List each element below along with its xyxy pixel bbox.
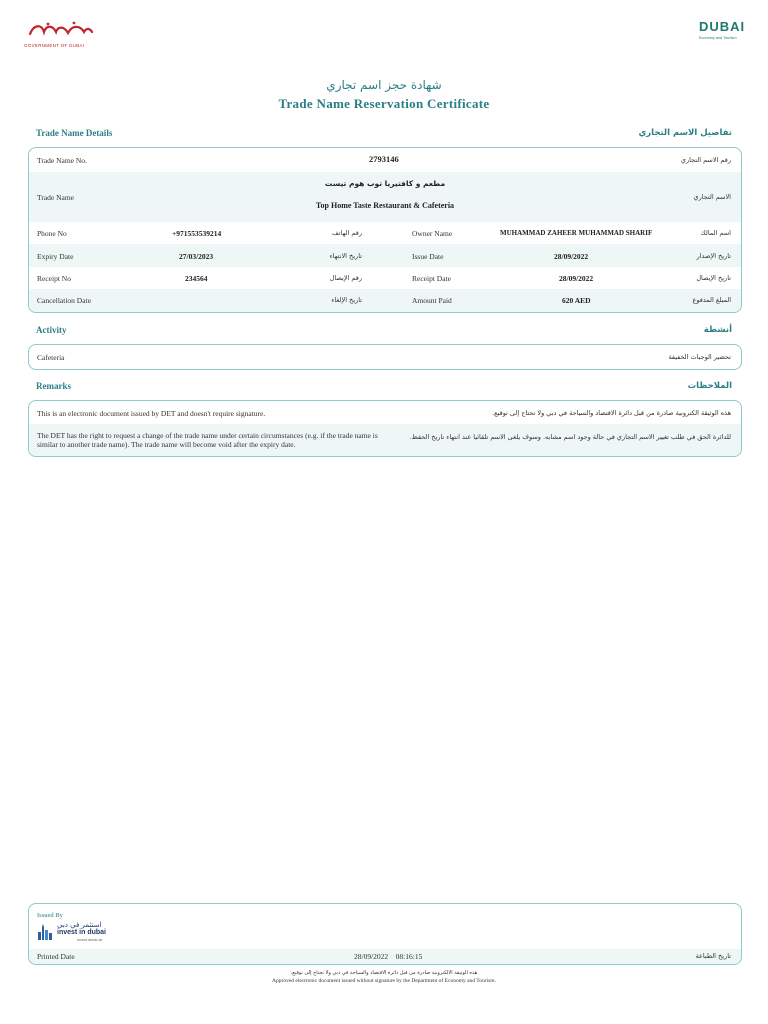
receipt-date-label: Receipt Date: [412, 274, 451, 283]
dubai-logo-word: DUBAI: [699, 19, 746, 34]
phone-label-ar: رقم الهاتف: [332, 229, 362, 237]
phone-value: +971553539214: [172, 229, 222, 238]
trade-details-box: [28, 147, 742, 313]
issue-value: 28/09/2022: [554, 252, 589, 261]
amount-label-ar: المبلغ المدفوع: [692, 296, 731, 304]
activity-item-ar: تحضير الوجبات الخفيفة: [668, 353, 731, 361]
remark-1-ar: هذه الوثيقة الكترونية صادرة من قبل دائرة الاقتصاد والسياحة في دبي ولا تحتاج إلى توقيع.: [492, 409, 731, 417]
government-of-dubai-logo: [24, 20, 96, 48]
government-logo-text: GOVERNMENT OF DUBAI: [24, 43, 85, 48]
dubai-economy-tourism-logo: [699, 20, 747, 48]
expiry-label: Expiry Date: [37, 252, 74, 261]
remark-1-en: This is an electronic document issued by DET and doesn't require signature.: [37, 409, 266, 418]
phone-label: Phone No: [37, 229, 67, 238]
owner-label: Owner Name: [412, 229, 453, 238]
trade-name-no-label: Trade Name No.: [37, 156, 87, 165]
row-receipt: [29, 267, 741, 289]
cancellation-label-ar: تاريخ الإلغاء: [331, 296, 362, 304]
footer-note-arabic: هذه الوثيقة الالكترونية صادرة من قبل دائرة الاقتصاد والسياحة في دبي ولا تحتاج إلى توقيع.: [290, 970, 478, 976]
remark-row-1: [29, 401, 741, 424]
trade-name-no-value: 2793146: [369, 154, 399, 164]
row-cancellation-amount: [29, 289, 741, 312]
section-remarks: Remarks: [36, 381, 71, 391]
expiry-label-ar: تاريخ الانتهاء: [329, 252, 362, 260]
amount-label: Amount Paid: [412, 296, 452, 305]
trade-name-no-label-ar: رقم الاسم التجاري: [680, 156, 731, 164]
printed-date-value: 28/09/2022 08:16:15: [354, 952, 423, 961]
section-activity: Activity: [36, 325, 67, 335]
issue-label: Issue Date: [412, 252, 444, 261]
trade-name-label: Trade Name: [37, 193, 75, 202]
footer-box: [28, 903, 742, 965]
printed-date-label: Printed Date: [37, 952, 75, 961]
trade-name-label-ar: الاسم التجاري: [693, 193, 731, 201]
receipt-date-label-ar: تاريخ الإيصال: [696, 274, 731, 282]
issued-by-label: Issued By: [37, 912, 63, 919]
title-arabic: شهادة حجز اسم تجاري: [326, 78, 442, 92]
section-trade-name-details: Trade Name Details: [36, 128, 113, 138]
dubai-logo-sub: Economy and Tourism: [699, 36, 737, 40]
skyline-icon: [37, 924, 53, 940]
printed-date-row: [29, 949, 741, 964]
receipt-date-value: 28/09/2022: [559, 274, 594, 283]
invest-in-dubai-logo: [37, 921, 127, 945]
title-english: Trade Name Reservation Certificate: [278, 96, 490, 111]
receipt-no-label: Receipt No: [37, 274, 71, 283]
receipt-no-label-ar: رقم الإيصال: [329, 274, 362, 282]
row-trade-name-no: [29, 148, 741, 172]
section-trade-name-details-ar: تفاصيل الاسم التجاري: [638, 128, 732, 138]
trade-name-english: Top Home Taste Restaurant & Cafeteria: [315, 201, 455, 210]
invest-logo-arabic: استثمر في دبي: [57, 921, 102, 929]
receipt-no-value: 234564: [185, 274, 208, 283]
owner-value: MUHAMMAD ZAHEER MUHAMMAD SHARIF: [500, 229, 653, 237]
row-expiry-issue: [29, 244, 741, 267]
invest-logo-url: invest.dubai.ae: [77, 938, 103, 942]
row-phone-owner: [29, 222, 741, 244]
cancellation-label: Cancellation Date: [37, 296, 91, 305]
remark-2-ar: للدائرة الحق في طلب تغيير الاسم التجاري في حالة وجود اسم مشابه. وسوف يلغى الاسم تلقائيا عند انتهاء تاريخ الحفظ.: [409, 433, 731, 441]
invest-logo-english: invest in dubai: [57, 929, 107, 936]
remark-row-2: [29, 424, 741, 456]
activity-box: [28, 344, 742, 370]
section-activity-ar: أنشطة: [703, 325, 732, 335]
issue-label-ar: تاريخ الإصدار: [696, 252, 731, 260]
footer-note-english: Approved electronic document issued without signature by the Department of Economy and Tourism.: [272, 978, 496, 984]
remarks-box: [28, 400, 742, 457]
remark-2-en: The DET has the right to request a change of the trade name under certain circumstances (e.g. if the trade name is similar to another trade name). The trade name will become void after the expiry date.: [37, 431, 378, 449]
row-trade-name: [29, 172, 741, 222]
expiry-value: 27/03/2023: [179, 252, 214, 261]
activity-item-en: Cafeteria: [37, 353, 65, 362]
section-remarks-ar: الملاحظات: [687, 381, 732, 391]
owner-label-ar: اسم المالك: [700, 229, 731, 237]
trade-name-arabic: مطعم و كافتيريا توب هوم تيست: [324, 179, 446, 188]
printed-date-label-ar: تاريخ الطباعة: [695, 952, 731, 960]
amount-value: 620 AED: [562, 296, 591, 305]
